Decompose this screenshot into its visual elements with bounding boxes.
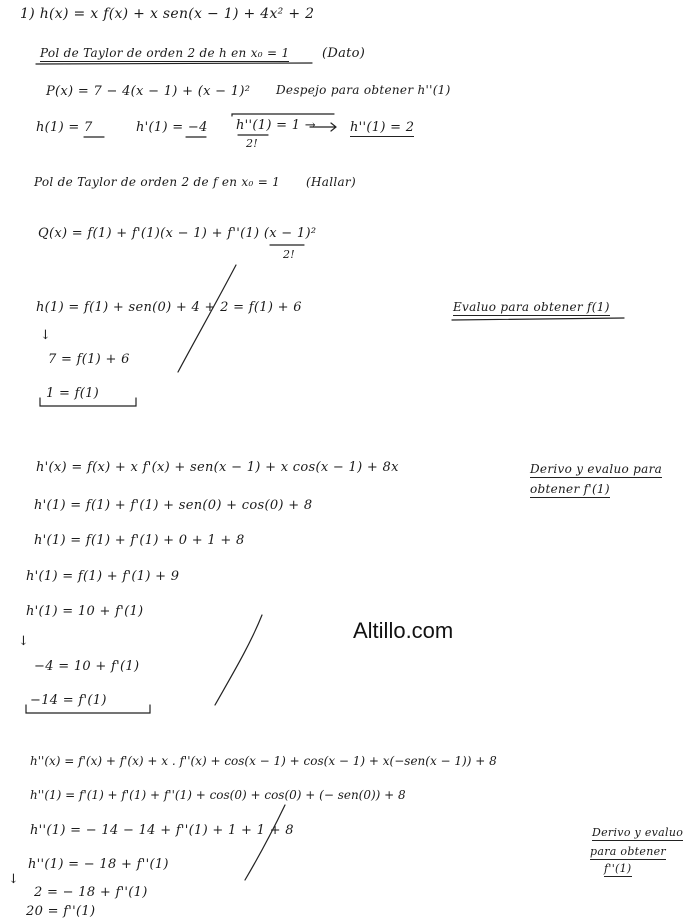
box-f1 (40, 398, 136, 406)
arrow-down-1: ↓ (40, 328, 52, 343)
arrow-right (310, 123, 336, 131)
h-prime-derivative: h'(x) = f(x) + x f'(x) + sen(x − 1) + x cos(x − 1) + 8x (36, 460, 399, 475)
evaluate-f1-note: Evaluo para obtener f(1) (453, 300, 610, 314)
watermark: Altillo.com (353, 618, 454, 643)
two-equals: 2 = − 18 + f''(1) (34, 885, 148, 900)
arrow-down-3: ↓ (8, 872, 20, 887)
taylor-polynomial-q: Q(x) = f(1) + f'(1)(x − 1) + f''(1) (x − 1)² (38, 226, 317, 241)
taylor-h-given-note: (Dato) (322, 46, 366, 61)
h-prime-at-1: h'(1) = −4 (136, 120, 208, 135)
h-second-derivative: h''(x) = f'(x) + f'(x) + x . f''(x) + cos(x − 1) + cos(x − 1) + x(−sen(x − 1)) + 8 (30, 754, 497, 768)
evaluate-h-at-1: h(1) = f(1) + sen(0) + 4 + 2 = f(1) + 6 (36, 300, 302, 315)
check-mark-3 (245, 805, 285, 880)
derive-note2-line2: para obtener (590, 845, 666, 858)
f-second-result: 20 = f''(1) (26, 904, 96, 919)
arrow-down-2: ↓ (18, 634, 30, 649)
h-second-over-factorial: h''(1) = 1 → (236, 118, 316, 133)
h-prime-plus-nine: h'(1) = f(1) + f'(1) + 9 (26, 569, 180, 584)
f-prime-result: −14 = f'(1) (30, 693, 107, 708)
h-second-simplified: h''(1) = − 14 − 14 + f''(1) + 1 + 1 + 8 (30, 823, 294, 838)
h-second-evaluated: h''(1) = f'(1) + f'(1) + f''(1) + cos(0) + cos(0) + (− sen(0)) + 8 (30, 788, 406, 802)
check-mark-1 (178, 265, 236, 372)
h-prime-evaluated: h'(1) = f(1) + f'(1) + sen(0) + cos(0) + 8 (34, 498, 313, 513)
factorial-denominator: 2! (246, 137, 259, 150)
h-at-1: h(1) = 7 (36, 120, 93, 135)
h-second-minus-18: h''(1) = − 18 + f''(1) (28, 857, 169, 872)
seven-equals: 7 = f(1) + 6 (48, 352, 130, 367)
derive-note2-line1: Derivo y evaluo (592, 826, 684, 839)
taylor-h-heading: Pol de Taylor de orden 2 de h en x₀ = 1 (40, 46, 290, 60)
check-mark-2 (215, 615, 262, 705)
derive-note2-line3: f''(1) (604, 862, 632, 875)
bracket-h2 (232, 114, 334, 116)
derive-note-line2: obtener f'(1) (530, 482, 610, 496)
function-definition: 1) h(x) = x f(x) + x sen(x − 1) + 4x² + 2 (20, 6, 315, 22)
heading-underline (36, 63, 312, 64)
box-fp1 (26, 705, 150, 713)
h-second-at-1: h''(1) = 2 (350, 120, 415, 135)
q-factorial-denominator: 2! (283, 248, 296, 261)
f1-result: 1 = f(1) (46, 386, 100, 401)
derive-note-line1: Derivo y evaluo para (530, 462, 663, 476)
minus-four-equals: −4 = 10 + f'(1) (34, 659, 140, 674)
h-prime-simplified: h'(1) = f(1) + f'(1) + 0 + 1 + 8 (34, 533, 245, 548)
taylor-f-heading: Pol de Taylor de orden 2 de f en x₀ = 1 (34, 175, 281, 189)
note-underline (452, 318, 624, 320)
solve-h2-note: Despejo para obtener h''(1) (276, 83, 451, 97)
taylor-polynomial-p: P(x) = 7 − 4(x − 1) + (x − 1)² (46, 84, 251, 99)
h-prime-ten: h'(1) = 10 + f'(1) (26, 604, 144, 619)
taylor-f-find-note: (Hallar) (306, 175, 356, 189)
